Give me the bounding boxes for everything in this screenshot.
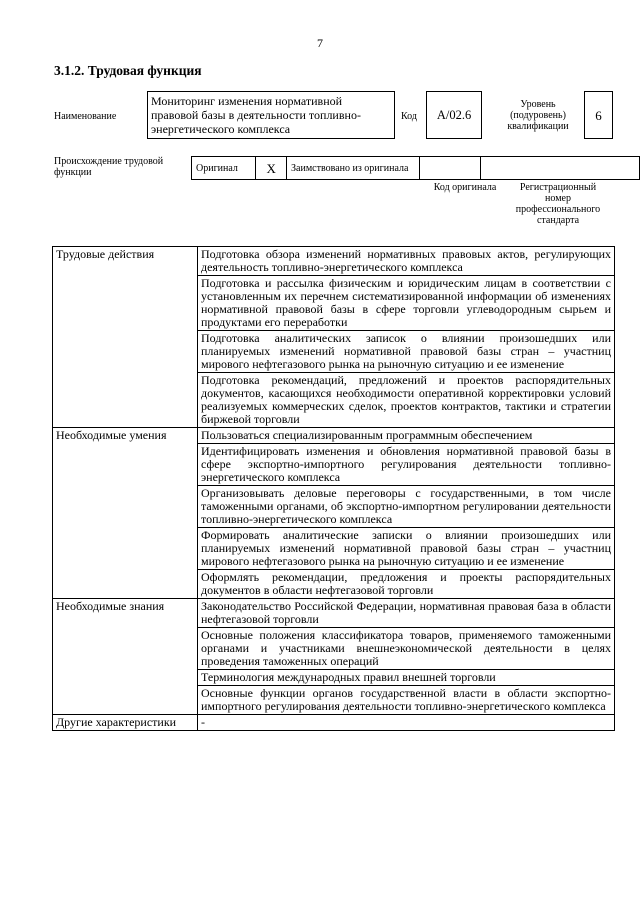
list-item: Пользоваться специализированным программным обеспечением <box>198 428 615 444</box>
reg-caption: Регистрационный номер профессионального стандарта <box>515 182 601 226</box>
name-label: Наименование <box>54 111 117 122</box>
section-title: 3.1.2. Трудовая функция <box>54 63 202 78</box>
qualification-level: 6 <box>584 91 613 139</box>
level-label: Уровень (подуровень) квалификации <box>507 99 569 132</box>
list-item: Основные положения классификатора товаров, применяемого таможенными органами и участниками внешнеэкономической деятельности в целях проведения таможенных операций <box>198 628 615 670</box>
original-label: Оригинал <box>192 157 256 180</box>
labor-function-table <box>52 246 615 731</box>
page-number: 7 <box>317 36 323 50</box>
list-item: Терминология международных правил внешней торговли <box>198 670 615 686</box>
list-item: Организовывать деловые переговоры с государственными, в том числе таможенными органами, об экспортно-импортном регулировании деятельности топливно-энергетического комплекса <box>198 486 615 528</box>
table-row <box>53 599 615 628</box>
category-required-skills: Необходимые умения <box>53 428 198 599</box>
list-item: Подготовка рекомендаций, предложений и проектов распорядительных документов, касающихся необходимости оперативной корректировки условий реализуемых коммерческих сделок, проектов контрактов, тактики и стратегии биржевой торговли <box>198 373 615 428</box>
origin-table <box>191 156 640 180</box>
list-item: Подготовка аналитических записок о влиянии произошедших или планируемых изменений нормативной правовой базы стран – участниц мирового нефтегазового рынка на рыночную ситуацию и ее изменение <box>198 331 615 373</box>
list-item: Законодательство Российской Федерации, нормативная правовая база в области нефтегазовой торговли <box>198 599 615 628</box>
list-item: - <box>198 715 615 731</box>
category-other: Другие характеристики <box>53 715 198 731</box>
table-row <box>53 715 615 731</box>
list-item: Идентифицировать изменения и обновления нормативной правовой базы в сфере экспортно-импортного регулирования деятельности топливно-энергетического комплекса <box>198 444 615 486</box>
function-code: А/02.6 <box>426 91 482 139</box>
list-item: Подготовка и рассылка физическим и юридическим лицам в соответствии с установленным их перечнем систематизированной информации об изменениях нормативной правовой базы в сфере торговли углеводородным сырьем и продуктами его переработки <box>198 276 615 331</box>
category-required-knowledge: Необходимые знания <box>53 599 198 715</box>
function-name: Мониторинг изменения нормативной правовой базы в деятельности топливно-энергетического комплекса <box>147 91 395 139</box>
list-item: Оформлять рекомендации, предложения и проекты распорядительных документов в области нефтегазовой торговли <box>198 570 615 599</box>
origin-label: Происхождение трудовой функции <box>54 156 164 178</box>
original-mark: Х <box>256 157 287 180</box>
list-item: Формировать аналитические записки о влиянии произошедших или планируемых изменений нормативной правовой базы стран – участниц мирового нефтегазового рынка на рыночную ситуацию и ее изменение <box>198 528 615 570</box>
registration-number-cell <box>480 157 639 180</box>
code-caption: Код оригинала <box>433 182 497 193</box>
code-label: Код <box>401 111 417 122</box>
list-item: Основные функции органов государственной власти в области экспортно-импортного регулирования деятельности топливно-энергетического комплекса <box>198 686 615 715</box>
category-labor-actions: Трудовые действия <box>53 247 198 428</box>
table-row <box>53 247 615 276</box>
table-row <box>53 428 615 444</box>
borrowed-label: Заимствовано из оригинала <box>287 157 420 180</box>
original-code-cell <box>419 157 480 180</box>
list-item: Подготовка обзора изменений нормативных правовых актов, регулирующих деятельность топливно-энергетического комплекса <box>198 247 615 276</box>
